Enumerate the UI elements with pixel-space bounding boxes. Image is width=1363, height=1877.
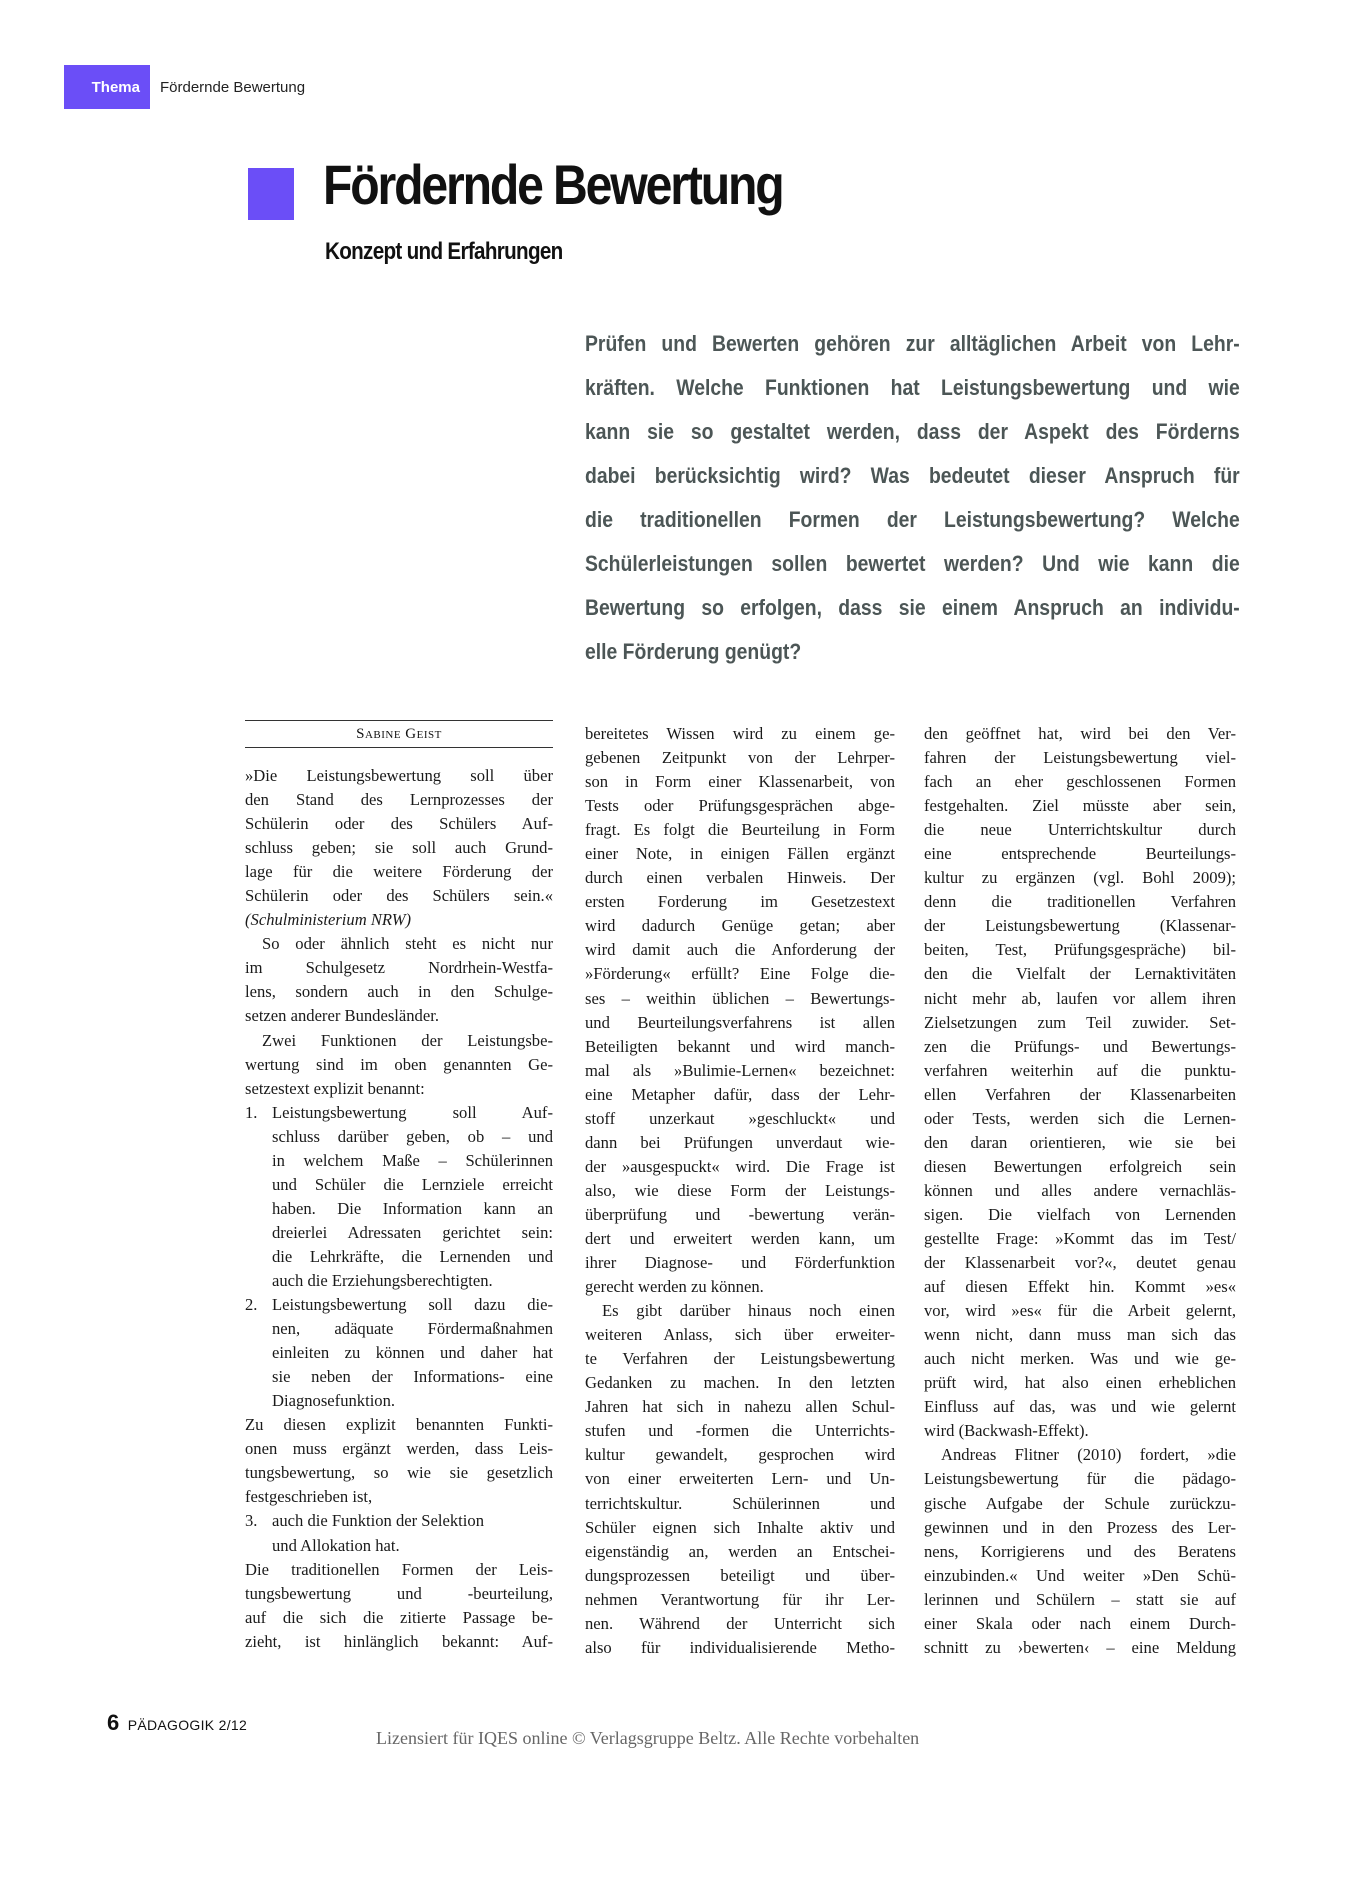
text-line: zieht, ist hinlänglich bekannt: Auf- [245,1631,553,1651]
page-number: 6 [107,1710,120,1735]
text-line: von einer erweiterten Lern- und Un- [585,1469,895,1489]
text-line: einer Note, in einigen Fällen ergänzt [585,844,895,864]
text-line: der »ausgespuckt« wird. Die Frage ist [585,1156,895,1176]
text-line: ersten Forderung im Gesetzestext [585,892,895,912]
text-line: zen die Prüfungs- und Bewertungs- [924,1036,1236,1056]
text-line: dreierlei Adressaten gerichtet sein: [272,1222,553,1242]
list-item-1 [245,1101,553,1125]
text-line: eine Metapher dafür, dass der Lehr- [585,1084,895,1104]
text-line: einzubinden.« Und weiter »Den Schü- [924,1565,1236,1585]
list-number: 2. [245,1295,258,1315]
text-line: dann bei Prüfungen unverdaut wie- [585,1132,895,1152]
text-line: überprüfung und -bewertung verän- [585,1204,895,1224]
text-line: weiteren Anlass, sich über erweiter- [585,1325,895,1345]
author-byline: Sabine Geist [245,720,553,748]
text-line: der Leistungsbewertung (Klassenar- [924,916,1236,936]
citation-source: (Schulministerium NRW) [245,910,412,930]
text-line: einleiten zu können und daher hat [272,1343,553,1363]
lead-line: die traditionellen Formen der Leistungsbewertung? Welche [585,507,1240,532]
title-accent-square [248,168,294,220]
text-line: setzestext explizit benannt: [245,1078,425,1098]
magazine-issue: PÄDAGOGIK 2/12 [127,1717,248,1733]
text-line: stufen und -formen die Unterrichts- [585,1421,895,1441]
text-line: fragt. Es folgt die Beurteilung in Form [585,820,895,840]
lead-line: elle Förderung genügt? [585,639,802,664]
text-line: Leistungsbewertung soll dazu die- [272,1295,553,1315]
text-line: auch nicht merken. Was und wie ge- [924,1349,1236,1369]
text-line: schluss geben; sie soll auch Grund- [245,838,553,858]
text-line: Diagnosefunktion. [272,1391,396,1411]
text-line: Beteiligten bekannt und wird manch- [585,1036,895,1056]
text-line: Leistungsbewertung für die pädago- [924,1469,1236,1489]
article-lead [585,326,1240,678]
text-column-2 [585,722,895,1660]
text-line: kultur gewandelt, gesprochen wird [585,1445,895,1465]
text-line: festgehalten. Ziel müsste aber sein, [924,796,1236,816]
text-line: auch die Erziehungsberechtigten. [272,1270,493,1290]
text-line: So oder ähnlich steht es nicht nur [262,934,553,954]
text-line: sie neben der Informations- eine [272,1367,553,1387]
text-line: einer Skala oder nach einem Durch- [924,1613,1236,1633]
text-line: son in Form einer Klassenarbeit, von [585,772,895,792]
text-line: wird damit auch die Anforderung der [585,940,895,960]
text-line: können und alles andere vernachläs- [924,1180,1236,1200]
text-line: und Beurteilungsverfahrens ist allen [585,1012,895,1032]
text-line: Tests oder Prüfungsgesprächen abge- [585,796,895,816]
section-label: Thema [64,65,150,109]
text-line: ihrer Diagnose- und Förderfunktion [585,1253,895,1273]
text-line: lens, sondern auch in den Schulge- [245,982,553,1002]
text-line: Die traditionellen Formen der Leis- [245,1559,553,1579]
text-line: prüft wird, hat also einen erheblichen [924,1373,1236,1393]
text-line: und Allokation hat. [272,1535,400,1555]
text-line: ellen Verfahren der Klassenarbeiten [924,1084,1236,1104]
text-line: mal als »Bulimie-Lernen« bezeichnet: [585,1060,895,1080]
text-line: der Klassenarbeit vor?«, deutet genau [924,1253,1236,1273]
text-line: Einfluss auf das, was und wie gelernt [924,1397,1236,1417]
text-line: denn die traditionellen Verfahren [924,892,1236,912]
text-line: fahren der Leistungsbewertung viel- [924,748,1236,768]
text-column-3 [924,722,1236,1660]
text-line: kultur zu ergänzen (vgl. Bohl 2009); [924,868,1236,888]
citation-line [245,908,553,932]
text-line: also, wie diese Form der Leistungs- [585,1180,895,1200]
text-line: Zwei Funktionen der Leistungsbe- [262,1030,553,1050]
text-line: gebenen Zeitpunkt von der Lehrper- [585,748,895,768]
text-line: te Verfahren der Leistungsbewertung [585,1349,895,1369]
text-line: schnitt zu ›bewerten‹ – eine Meldung [924,1637,1236,1657]
text-line: eine entsprechende Beurteilungs- [924,844,1236,864]
text-line: fach an eher geschlossenen Formen [924,772,1236,792]
text-line: nehmen Verantwortung für ihr Ler- [585,1589,895,1609]
text-line: eigenständig an, werden an Entschei- [585,1541,895,1561]
text-line: also für individualisierende Metho- [585,1637,895,1657]
text-line: nen, adäquate Fördermaßnahmen [272,1319,553,1339]
lead-line: dabei berücksichtig wird? Was bedeutet dieser Anspruch für [585,463,1240,488]
text-line: terrichtskultur. Schülerinnen und [585,1493,895,1513]
text-line: Jahren hat sich in nahezu allen Schul- [585,1397,895,1417]
text-line: haben. Die Information kann an [272,1198,553,1218]
text-line: Zu diesen explizit benannten Funkti- [245,1415,553,1435]
list-number: 3. [245,1511,258,1531]
text-line: diesen Bewertungen erfolgreich sein [924,1156,1236,1176]
text-line: tungsbewertung und -beurteilung, [245,1583,553,1603]
list-item-2 [245,1293,553,1317]
text-line: Schülerin oder des Schülers sein.« [245,886,553,906]
text-line: und Schüler die Lernziele erreicht [272,1174,553,1194]
text-line: oder Tests, werden sich die Lernen- [924,1108,1236,1128]
text-line: Zielsetzungen zum Teil zuwider. Set- [924,1012,1236,1032]
text-line: Gedanken zu machen. In den letzten [585,1373,895,1393]
text-line: »Förderung« erfüllt? Eine Folge die- [585,964,895,984]
text-line: den Stand des Lernprozesses der [245,790,553,810]
lead-line: Prüfen und Bewerten gehören zur alltäglichen Arbeit von Lehr- [585,331,1240,356]
text-line: Schüler eignen sich Inhalte aktiv und [585,1517,895,1537]
list-item-3 [245,1509,553,1533]
text-line: onen muss ergänzt werden, dass Leis- [245,1439,553,1459]
text-line: den geöffnet hat, wird bei den Ver- [924,724,1236,743]
text-line: bereitetes Wissen wird zu einem ge- [585,724,895,743]
text-line: dert und erweitert werden kann, um [585,1228,895,1248]
lead-line: Schülerleistungen sollen bewertet werden? Und wie kann die [585,551,1240,576]
text-line: vor, wird »es« für die Arbeit gelernt, [924,1301,1236,1321]
text-line: den die Vielfalt der Lernaktivitäten [924,964,1236,984]
text-line: festgeschrieben ist, [245,1487,373,1507]
text-line: wenn nicht, dann muss man sich das [924,1325,1236,1345]
page-footer [107,1710,247,1736]
section-topic: Fördernde Bewertung [160,78,306,96]
text-line: wertung sind im oben genannten Ge- [245,1054,553,1074]
text-line: stoff unzerkaut »geschluckt« und [585,1108,895,1128]
text-line: Leistungsbewertung soll Auf- [272,1102,553,1122]
text-line: lerinnen und Schülern – statt sie auf [924,1589,1236,1609]
text-line: nen. Während der Unterricht sich [585,1613,895,1633]
text-line: Andreas Flitner (2010) fordert, »die [941,1445,1236,1465]
text-line: wird dadurch Genüge getan; aber [585,916,895,936]
text-line: setzen anderer Bundesländer. [245,1006,439,1026]
lead-line: Bewertung so erfolgen, dass sie einem Anspruch an individu- [585,595,1240,620]
text-line: wird (Backwash-Effekt). [924,1421,1089,1441]
text-line: den daran orientieren, wie sie bei [924,1132,1236,1152]
text-line: ses – weithin üblichen – Bewertungs- [585,988,895,1008]
text-line: schluss darüber geben, ob – und [272,1126,553,1146]
article-title: Fördernde Bewertung [323,153,783,216]
text-line: die Lehrkräfte, die Lernenden und [272,1246,553,1266]
text-line: dungsprozessen beteiligt und über- [585,1565,895,1585]
text-line: in welchem Maße – Schülerinnen [272,1150,553,1170]
lead-line: kann sie so gestaltet werden, dass der Aspekt des Förderns [585,419,1240,444]
text-line: beiten, Test, Prüfungsgespräche) bil- [924,940,1236,960]
text-line: Schülerin oder des Schülers Auf- [245,814,553,834]
text-line: auf diesen Effekt hin. Kommt »es« [924,1277,1236,1297]
text-line: verfahren weiterhin auf die punktu- [924,1060,1236,1080]
text-line: gestellte Frage: »Kommt das im Test/ [924,1228,1236,1248]
text-line: auf die sich die zitierte Passage be- [245,1607,553,1627]
text-line: auch die Funktion der Selektion [272,1511,484,1531]
list-number: 1. [245,1102,258,1122]
text-line: Es gibt darüber hinaus noch einen [602,1301,895,1321]
text-line: nens, Korrigierens und des Beratens [924,1541,1236,1561]
text-line: »Die Leistungsbewertung soll über [245,766,553,785]
text-line: die neue Unterrichtskultur durch [924,820,1236,840]
text-line: durch einen verbalen Hinweis. Der [585,868,895,888]
text-column-1 [245,764,553,1654]
text-line: im Schulgesetz Nordrhein-Westfa- [245,958,553,978]
text-line: gerecht werden zu können. [585,1277,764,1297]
lead-line: kräften. Welche Funktionen hat Leistungsbewertung und wie [585,375,1240,400]
text-line: nicht mehr ab, laufen vor allem ihren [924,988,1236,1008]
text-line: gewinnen und in den Prozess des Ler- [924,1517,1236,1537]
article-subtitle: Konzept und Erfahrungen [325,238,563,265]
license-notice: Lizensiert für IQES online © Verlagsgruppe Beltz. Alle Rechte vorbehalten [376,1728,920,1748]
section-header [64,65,305,109]
text-line: sigen. Die vielfach von Lernenden [924,1204,1236,1224]
text-line: tungsbewertung, so wie sie gesetzlich [245,1463,553,1483]
text-line: gische Aufgabe der Schule zurückzu- [924,1493,1236,1513]
text-line: lage für die weitere Förderung der [245,862,553,882]
